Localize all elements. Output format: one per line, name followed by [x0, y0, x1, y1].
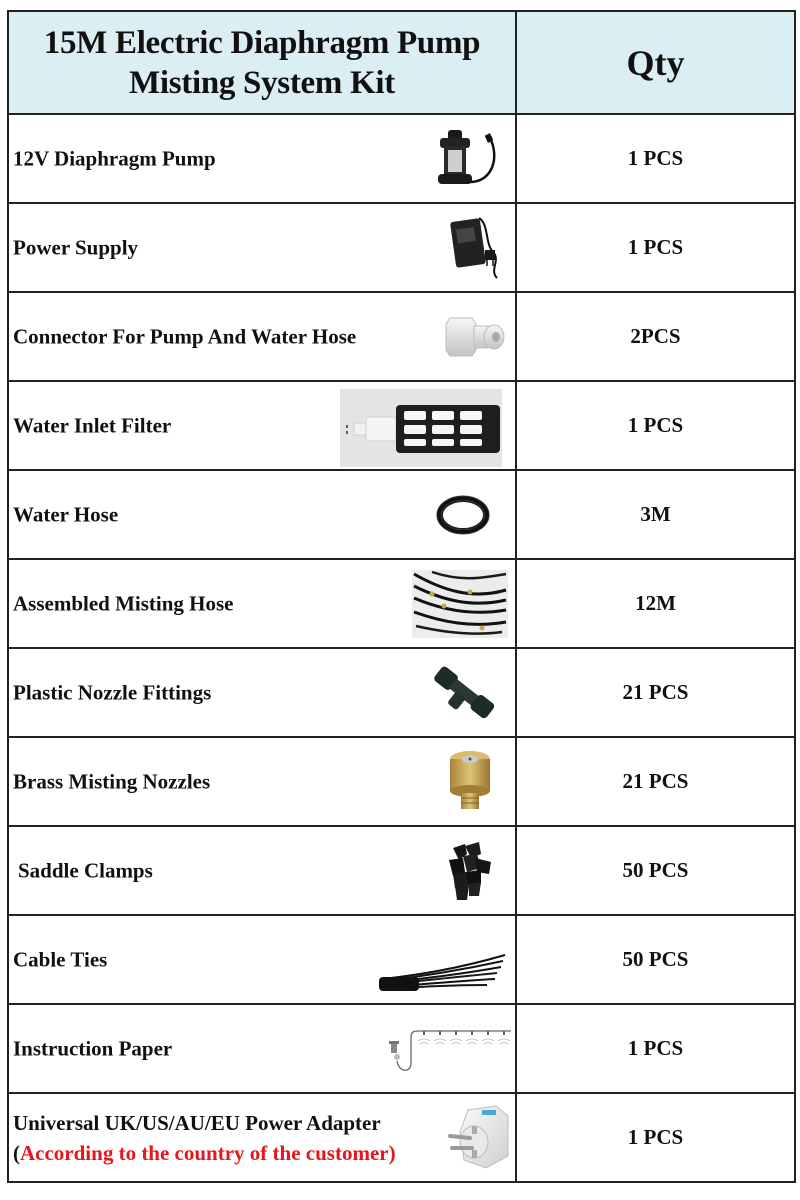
item-cell — [8, 470, 516, 559]
item-label: Water Inlet Filter — [13, 413, 172, 437]
kit-contents-table — [7, 10, 796, 1183]
item-cell — [8, 381, 516, 470]
brass-nozzle-icon — [445, 749, 495, 815]
table-row — [8, 381, 795, 470]
power-adapter-plug-icon — [446, 1102, 512, 1174]
item-cell — [8, 559, 516, 648]
table-row — [8, 915, 795, 1004]
item-label-block — [13, 1108, 396, 1168]
qty-cell: 3M — [516, 470, 795, 559]
qty-cell: 21 PCS — [516, 737, 795, 826]
header-title-line2: Misting System Kit — [129, 64, 395, 101]
table-header-row — [8, 11, 795, 114]
item-label: 12V Diaphragm Pump — [13, 146, 216, 170]
header-title-cell — [8, 11, 516, 114]
misting-hose-icon — [412, 570, 508, 638]
item-label: Water Hose — [13, 502, 119, 526]
water-hose-coil-icon — [435, 493, 491, 537]
qty-cell: 1 PCS — [516, 1093, 795, 1182]
header-qty-label: Qty — [626, 42, 685, 83]
country-note: According to the country of the customer) — [20, 1140, 396, 1165]
item-cell — [8, 648, 516, 737]
item-cell — [8, 114, 516, 203]
item-cell — [8, 737, 516, 826]
qty-cell: 2PCS — [516, 292, 795, 381]
note-open-paren: ( — [13, 1140, 20, 1165]
item-cell — [8, 203, 516, 292]
diaphragm-pump-icon — [434, 128, 504, 190]
cable-ties-icon — [377, 949, 507, 995]
table-row — [8, 1004, 795, 1093]
water-filter-icon — [340, 389, 502, 467]
qty-cell: 1 PCS — [516, 1004, 795, 1093]
table-row — [8, 203, 795, 292]
item-cell — [8, 1093, 516, 1182]
instruction-diagram-icon — [387, 1027, 513, 1079]
item-cell — [8, 1004, 516, 1093]
item-label: Universal UK/US/AU/EU Power Adapter — [13, 1110, 381, 1135]
item-label: Cable Ties — [13, 947, 108, 971]
qty-cell: 12M — [516, 559, 795, 648]
qty-cell: 1 PCS — [516, 114, 795, 203]
connector-icon — [442, 312, 508, 362]
table-row — [8, 826, 795, 915]
item-label: Power Supply — [13, 235, 139, 259]
item-label: Connector For Pump And Water Hose — [13, 324, 357, 348]
qty-cell: 1 PCS — [516, 203, 795, 292]
table-row — [8, 648, 795, 737]
table-row — [8, 559, 795, 648]
qty-cell: 1 PCS — [516, 381, 795, 470]
qty-cell: 50 PCS — [516, 915, 795, 1004]
power-supply-icon — [449, 214, 505, 282]
saddle-clamps-icon — [445, 838, 501, 904]
item-label: Plastic Nozzle Fittings — [13, 680, 212, 704]
item-cell — [8, 915, 516, 1004]
table-row — [8, 114, 795, 203]
item-label: Brass Misting Nozzles — [13, 769, 211, 793]
table-row — [8, 470, 795, 559]
nozzle-fitting-icon — [429, 660, 501, 726]
item-label: Instruction Paper — [13, 1036, 173, 1060]
table-row — [8, 737, 795, 826]
header-title-line1: 15M Electric Diaphragm Pump — [43, 24, 481, 61]
table-row — [8, 1093, 795, 1182]
qty-cell: 21 PCS — [516, 648, 795, 737]
item-label: Saddle Clamps — [18, 858, 153, 882]
item-cell — [8, 826, 516, 915]
header-qty-cell — [516, 11, 795, 114]
item-note — [13, 1138, 396, 1168]
qty-cell: 50 PCS — [516, 826, 795, 915]
table-row — [8, 292, 795, 381]
item-cell — [8, 292, 516, 381]
item-label: Assembled Misting Hose — [13, 591, 234, 615]
